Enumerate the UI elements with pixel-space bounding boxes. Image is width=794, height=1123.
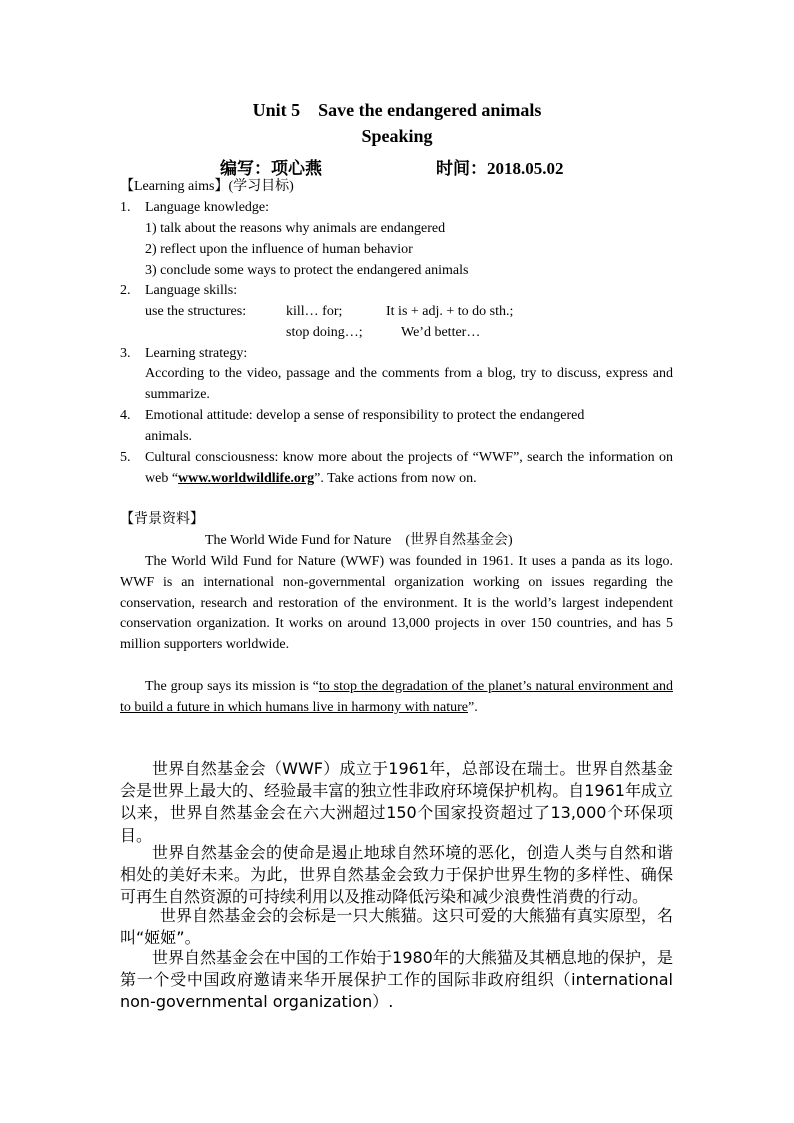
aim-2-structure-1: kill… for; [286, 304, 343, 319]
aim-3-text: According to the video, passage and the comments from a blog, try to discuss, express and summarize. [145, 366, 673, 402]
aim-5-number: 5. [120, 450, 131, 465]
chinese-paragraph-4: 世界自然基金会在中国的工作始于1980年的大熊猫及其栖息地的保护，是第一个受中国政府邀请来华开展保护工作的国际非政府组织（international non-governmental organization）. [120, 948, 673, 1012]
aim-3-title: Learning strategy: [145, 346, 248, 361]
aim-4-number: 4. [120, 408, 131, 423]
date-line: 时间：2018.05.02 [436, 159, 564, 178]
background-paragraph-2 [120, 677, 673, 719]
mission-intro: The group says its mission is “ [145, 679, 319, 694]
aim-2-title: Language skills: [145, 283, 238, 298]
background-subheading: The World Wide Fund for Nature (世界自然基金会) [205, 533, 513, 548]
aim-5-text-pre: Cultural consciousness: know more about the projects of “WWF”, search the information on web “ [145, 450, 673, 486]
aim-5-text-post: ”. Take actions from now on. [314, 470, 477, 486]
aim-1-title: Language knowledge: [145, 200, 270, 215]
page-subtitle: Speaking [361, 126, 433, 146]
background-paragraph-1: The World Wild Fund for Nature (WWF) was founded in 1961. It uses a panda as its logo. WWF is an international non-governmental organization working on issues regarding the conservation, research and restoration of the environment. It is the world’s largest independent conservation organization. It works on around 13,000 projects in over 150 countries, and has 5 million supporters worldwide. [120, 554, 673, 653]
aim-2-number: 2. [120, 283, 131, 298]
aim-1-sub-3: 3) conclude some ways to protect the endangered animals [145, 263, 469, 278]
aim-2-structure-4: We’d better… [401, 325, 481, 340]
mission-close: ”. [467, 699, 478, 715]
aim-1-sub-1: 1) talk about the reasons why animals are endangered [145, 221, 446, 236]
aim-1-sub-2: 2) reflect upon the influence of human behavior [145, 242, 413, 257]
aim-2-structure-3: stop doing…; [286, 325, 363, 340]
mission-statement: to stop the degradation of the planet’s natural environment and to build a future in which humans live in harmony with nature [120, 679, 673, 715]
background-heading: 【背景资料】 [120, 512, 204, 527]
chinese-paragraph-1: 世界自然基金会（WWF）成立于1961年，总部设在瑞士。世界自然基金会是世界上最大的、经验最丰富的独立性非政府环境保护机构。自1961年成立以来，世界自然基金会在六大洲超过150个国家投资超过了13,000个环保项目。 [120, 759, 673, 845]
aim-2-use: use the structures: [145, 304, 247, 319]
chinese-paragraph-3: 世界自然基金会的会标是一只大熊猫。这只可爱的大熊猫有真实原型，名叫“姬姬”。 [120, 906, 673, 948]
aim-1-number: 1. [120, 200, 131, 215]
aim-5-text [145, 448, 673, 490]
aim-3-number: 3. [120, 346, 131, 361]
page-title: Unit 5 Save the endangered animals [252, 100, 542, 120]
chinese-paragraph-2: 世界自然基金会的使命是遏止地球自然环境的恶化，创造人类与自然和谐相处的美好未来。为此，世界自然基金会致力于保护世界生物的多样性、确保可再生自然资源的可持续利用以及推动降低污染和减少浪费性消费的行动。 [120, 843, 673, 907]
aim-4-text: Emotional attitude: develop a sense of responsibility to protect the endangered animals. [145, 408, 585, 444]
aims-heading: 【Learning aims】(学习目标) [120, 179, 294, 194]
aim-2-structure-2: It is + adj. + to do sth.; [386, 304, 514, 319]
wwf-website-link[interactable]: www.worldwildlife.org [178, 470, 315, 486]
author-line: 编写：项心燕 [220, 159, 322, 178]
